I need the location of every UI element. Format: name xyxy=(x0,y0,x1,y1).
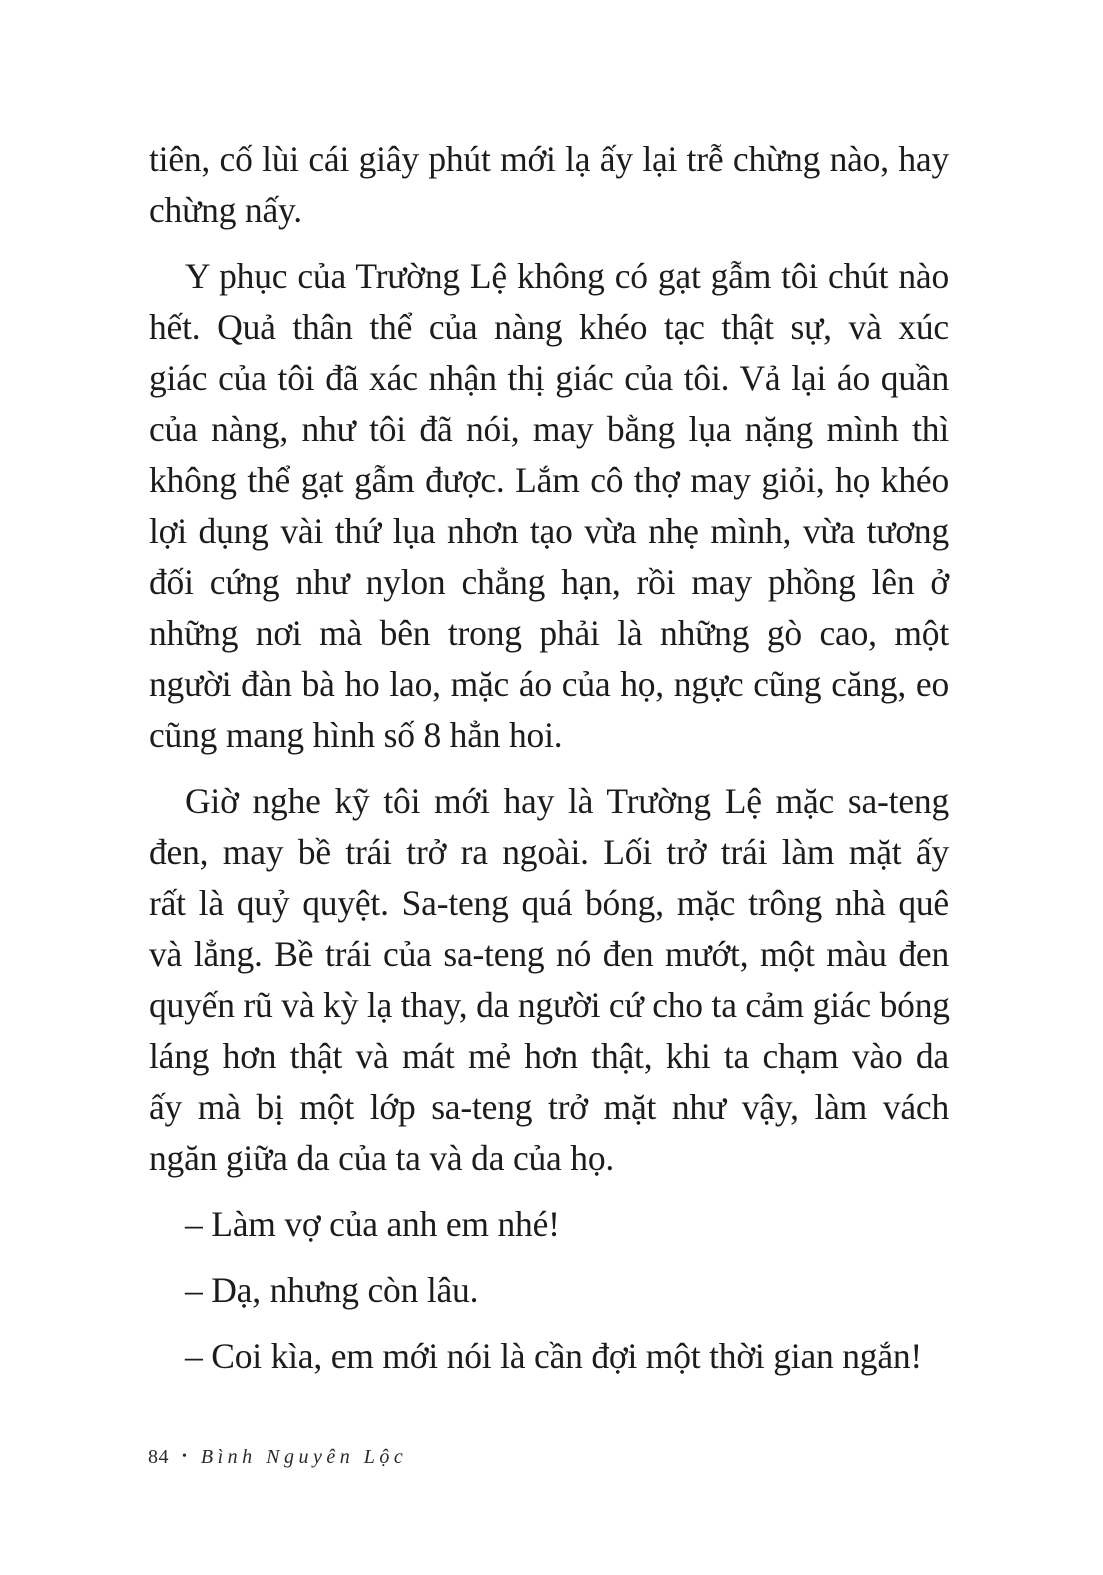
text-line: chừng nấy. xyxy=(149,190,302,230)
dialogue-line xyxy=(149,1331,949,1382)
dialogue-text: – Làm vợ của anh em nhé! xyxy=(185,1204,560,1244)
text-line: và lẳng. Bề trái của sa-teng nó đen mướt, một màu đen xyxy=(149,934,949,974)
text-line: láng hơn thật và mát mẻ hơn thật, khi ta chạm vào da xyxy=(149,1036,949,1076)
text-line: của nàng, như tôi đã nói, may bằng lụa nặng mình thì xyxy=(149,409,949,449)
text-line: đối cứng như nylon chẳng hạn, rồi may phồng lên ở xyxy=(149,562,949,602)
text-line: Giờ nghe kỹ tôi mới hay là Trường Lệ mặc sa-teng xyxy=(185,781,949,821)
text-line: tiên, cố lùi cái giây phút mới lạ ấy lại trễ chừng nào, hay xyxy=(149,139,949,179)
text-line: cũng mang hình số 8 hẳn hoi. xyxy=(149,715,563,755)
text-line: giác của tôi đã xác nhận thị giác của tôi. Vả lại áo quần xyxy=(149,358,949,398)
bullet-separator-icon: • xyxy=(182,1449,187,1464)
text-line: ngăn giữa da của ta và da của họ. xyxy=(149,1138,615,1178)
body-text xyxy=(149,134,949,1382)
text-line: ấy mà bị một lớp sa-teng trở mặt như vậy, làm vách xyxy=(149,1087,949,1127)
text-line: rất là quỷ quyệt. Sa-teng quá bóng, mặc trông nhà quê xyxy=(149,883,949,923)
dialogue-text: – Dạ, nhưng còn lâu. xyxy=(185,1270,479,1310)
paragraph xyxy=(149,251,949,761)
text-line: hết. Quả thân thể của nàng khéo tạc thật sự, và xúc xyxy=(149,307,949,347)
dialogue-text: – Coi kìa, em mới nói là cần đợi một thời gian ngắn! xyxy=(185,1336,923,1376)
page-footer xyxy=(148,1446,407,1469)
paragraph-continuation xyxy=(149,134,949,236)
text-line: Y phục của Trường Lệ không có gạt gẫm tôi chút nào xyxy=(185,256,949,296)
author-name: Bình Nguyên Lộc xyxy=(200,1446,408,1468)
page-number: 84 xyxy=(148,1446,169,1468)
text-line: những nơi mà bên trong phải là những gò cao, một xyxy=(149,613,949,653)
text-line: đen, may bề trái trở ra ngoài. Lối trở trái làm mặt ấy xyxy=(149,832,949,872)
text-line: quyến rũ và kỳ lạ thay, da người cứ cho ta cảm giác bóng xyxy=(149,985,950,1025)
text-line: lợi dụng vài thứ lụa nhơn tạo vừa nhẹ mình, vừa tương xyxy=(149,511,949,551)
text-line: không thể gạt gẫm được. Lắm cô thợ may giỏi, họ khéo xyxy=(149,460,949,500)
text-line: người đàn bà ho lao, mặc áo của họ, ngực cũng căng, eo xyxy=(149,664,949,704)
dialogue-line xyxy=(149,1199,949,1250)
dialogue-line xyxy=(149,1265,949,1316)
paragraph xyxy=(149,776,949,1184)
